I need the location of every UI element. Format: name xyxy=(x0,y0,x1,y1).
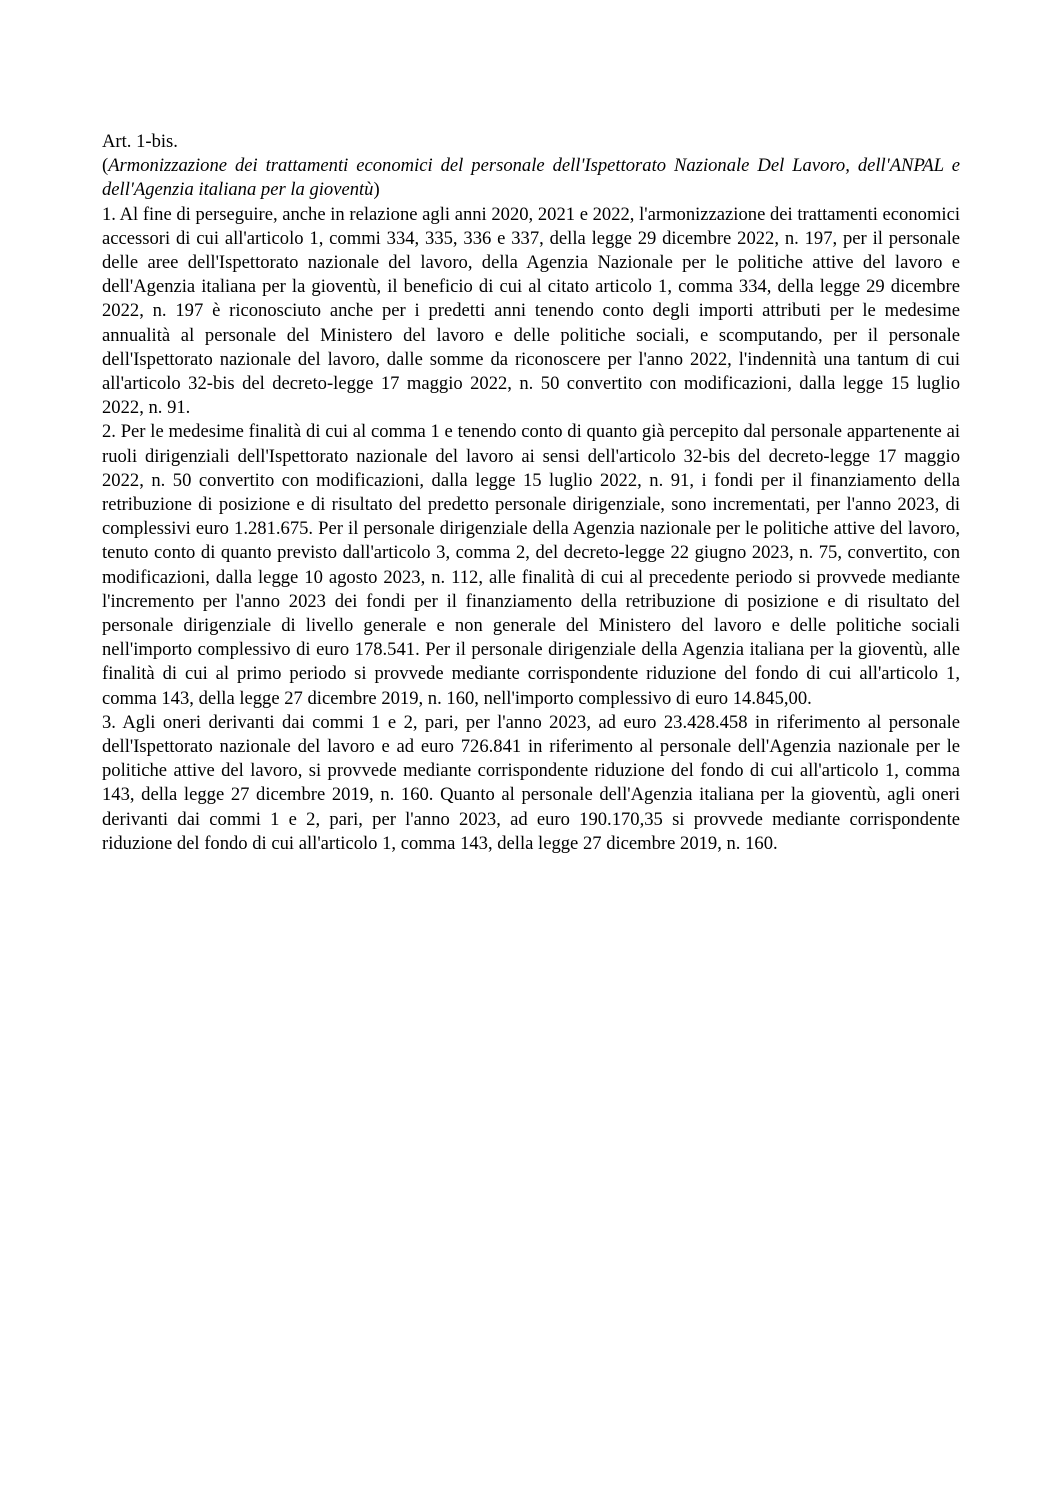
article-subtitle xyxy=(102,154,960,202)
paragraph-comma-1: 1. Al fine di perseguire, anche in relazione agli anni 2020, 2021 e 2022, l'armonizzazione dei trattamenti economici accessori di cui all'articolo 1, commi 334, 335, 336 e 337, della legge 29 dicembre 2022, n. 197, per il personale delle aree dell'Ispettorato nazionale del lavoro, della Agenzia Nazionale per le politiche attive del lavoro e dell'Agenzia italiana per la gioventù, il beneficio di cui al citato articolo 1, comma 334, della legge 29 dicembre 2022, n. 197 è riconosciuto anche per i predetti anni tenendo conto degli importi attributi per le medesime annualità al personale del Ministero del lavoro e delle politiche sociali, e scomputando, per il personale dell'Ispettorato nazionale del lavoro, dalle somme da riconoscere per l'anno 2022, l'indennità una tantum di cui all'articolo 32-bis del decreto-legge 17 maggio 2022, n. 50 convertito con modificazioni, dalla legge 15 luglio 2022, n. 91. xyxy=(102,203,960,419)
subtitle-close-paren: ) xyxy=(373,179,380,201)
subtitle-text: Armonizzazione dei trattamenti economici del personale dell'Ispettorato Nazionale Del Lavoro, dell'ANPAL e dell'Agenzia italiana per la gioventù xyxy=(102,155,960,201)
paragraph-comma-2: 2. Per le medesime finalità di cui al comma 1 e tenendo conto di quanto già percepito dal personale appartenente ai ruoli dirigenziali dell'Ispettorato nazionale del lavoro ai sensi dell'articolo 32-bis del decreto-legge 17 maggio 2022, n. 50 convertito con modificazioni, dalla legge 15 luglio 2022, n. 91, i fondi per il finanziamento della retribuzione di posizione e di risultato del predetto personale dirigenziale, sono incrementati, per l'anno 2023, di complessivi euro 1.281.675. Per il personale dirigenziale della Agenzia nazionale per le politiche attive del lavoro, tenuto conto di quanto previsto dall'articolo 3, comma 2, del decreto-legge 22 giugno 2023, n. 75, convertito, con modificazioni, dalla legge 10 agosto 2023, n. 112, alle finalità di cui al precedente periodo si provvede mediante l'incremento per l'anno 2023 dei fondi per il finanziamento della retribuzione di posizione e di risultato del personale dirigenziale di livello generale e non generale del Ministero del lavoro e delle politiche sociali nell'importo complessivo di euro 178.541. Per il personale dirigenziale della Agenzia italiana per la gioventù, alle finalità di cui al primo periodo si provvede mediante corrispondente riduzione del fondo di cui all'articolo 1, comma 143, della legge 27 dicembre 2019, n. 160, nell'importo complessivo di euro 14.845,00. xyxy=(102,421,960,709)
paragraph-comma-3: 3. Agli oneri derivanti dai commi 1 e 2, pari, per l'anno 2023, ad euro 23.428.458 in riferimento al personale dell'Ispettorato nazionale del lavoro e ad euro 726.841 in riferimento al personale dell'Agenzia nazionale per le politiche attive del lavoro, si provvede mediante corrispondente riduzione del fondo di cui all'articolo 1, comma 143, della legge 27 dicembre 2019, n. 160. Quanto al personale dell'Agenzia italiana per la gioventù, agli oneri derivanti dai commi 1 e 2, pari, per l'anno 2023, ad euro 190.170,35 si provvede mediante corrispondente riduzione del fondo di cui all'articolo 1, comma 143, della legge 27 dicembre 2019, n. 160. xyxy=(102,711,960,854)
article-heading: Art. 1-bis. xyxy=(102,131,178,152)
subtitle-open-paren: ( xyxy=(102,155,109,177)
document-page xyxy=(102,130,960,856)
